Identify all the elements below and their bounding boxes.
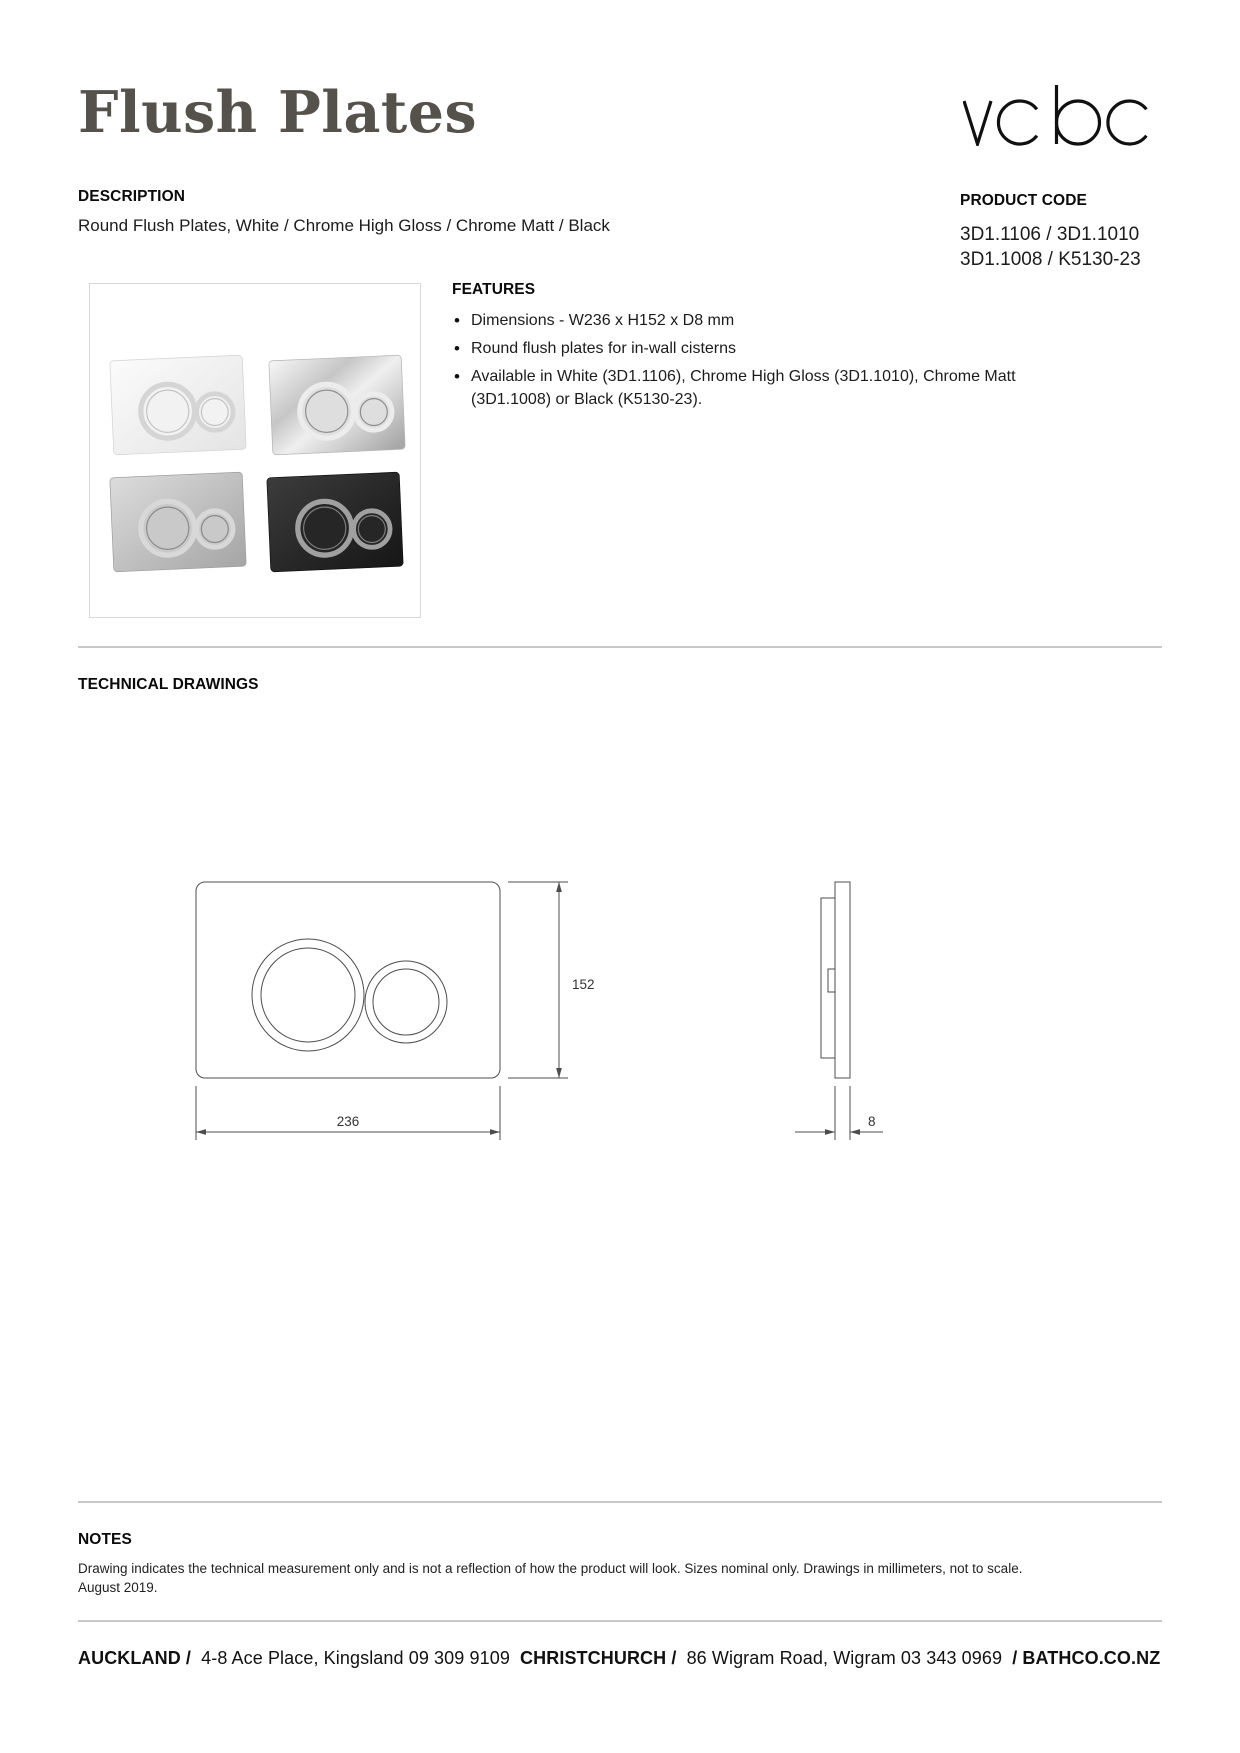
- section-divider-top: [78, 646, 1162, 648]
- footer-address-christchurch: 86 Wigram Road, Wigram 03 343 0969: [686, 1648, 1003, 1668]
- footer-city-christchurch: CHRISTCHURCH /: [520, 1648, 677, 1668]
- vcbc-logo-glyphs: [963, 84, 1153, 146]
- product-code-line-1: 3D1.1106 / 3D1.1010: [960, 224, 1140, 245]
- arrow-right-icon: [490, 1129, 500, 1135]
- product-code-heading: PRODUCT CODE: [960, 192, 1087, 209]
- section-divider-notes: [78, 1501, 1162, 1503]
- front-view-large-button-inner: [261, 948, 355, 1042]
- arrow-in-right-icon: [825, 1129, 835, 1135]
- description-heading: DESCRIPTION: [78, 188, 186, 205]
- front-view-small-button-inner: [373, 969, 439, 1035]
- flush-plate-black-photo: [265, 471, 405, 573]
- front-view-large-button-outer: [252, 939, 364, 1051]
- flush-plate-chrome-gloss-photo: [265, 354, 409, 456]
- front-view-small-button-outer: [365, 961, 447, 1043]
- footer: [78, 1648, 1188, 1669]
- technical-drawings-heading: TECHNICAL DRAWINGS: [78, 676, 259, 693]
- vcbc-logo: [963, 84, 1153, 146]
- technical-drawing-svg: [150, 850, 950, 1160]
- notes-text: Drawing indicates the technical measurement only and is not a reflection of how the product will look. Sizes nominal only. Drawings in millimeters, not to scale.: [78, 1561, 1023, 1576]
- height-dimension-label: 152: [572, 977, 595, 992]
- features-list: [452, 309, 1042, 416]
- depth-dimension-label: 8: [868, 1114, 876, 1129]
- flush-plate-chrome-matt-photo: [108, 471, 248, 573]
- arrow-down-icon: [556, 1068, 562, 1078]
- notes-heading: NOTES: [78, 1531, 132, 1548]
- footer-address-auckland: 4-8 Ace Place, Kingsland 09 309 9109: [201, 1648, 510, 1668]
- notes-date: August 2019.: [78, 1580, 158, 1595]
- footer-website: / BATHCO.CO.NZ: [1012, 1648, 1161, 1668]
- flush-plate-white-photo: [106, 354, 250, 456]
- front-view-plate-outline: [196, 882, 500, 1078]
- notes-text-block: [78, 1559, 1162, 1597]
- feature-item-dimensions: • Dimensions - W236 x H152 x D8 mm: [452, 309, 1042, 332]
- width-dimension-label: 236: [336, 1114, 360, 1129]
- features-heading: FEATURES: [452, 281, 536, 298]
- arrow-up-icon: [556, 882, 562, 892]
- technical-drawing: [150, 850, 950, 1160]
- product-code-line-2: 3D1.1008 / K5130-23: [960, 249, 1141, 270]
- footer-divider: [78, 1620, 1162, 1622]
- product-photo-box: [89, 283, 421, 618]
- feature-item-availability: • Available in White (3D1.1106), Chrome High Gloss (3D1.1010), Chrome Matt (3D1.1008) or Black (K5130-23).: [452, 365, 1042, 411]
- footer-city-auckland: AUCKLAND /: [78, 1648, 191, 1668]
- side-view-front-plate: [835, 882, 850, 1078]
- description-text: Round Flush Plates, White / Chrome High Gloss / Chrome Matt / Black: [78, 216, 610, 235]
- arrow-left-icon: [196, 1129, 206, 1135]
- arrow-in-left-icon: [850, 1129, 860, 1135]
- page-title: Flush Plates: [78, 79, 478, 146]
- feature-item-round-plates: • Round flush plates for in-wall cisterns: [452, 337, 1042, 360]
